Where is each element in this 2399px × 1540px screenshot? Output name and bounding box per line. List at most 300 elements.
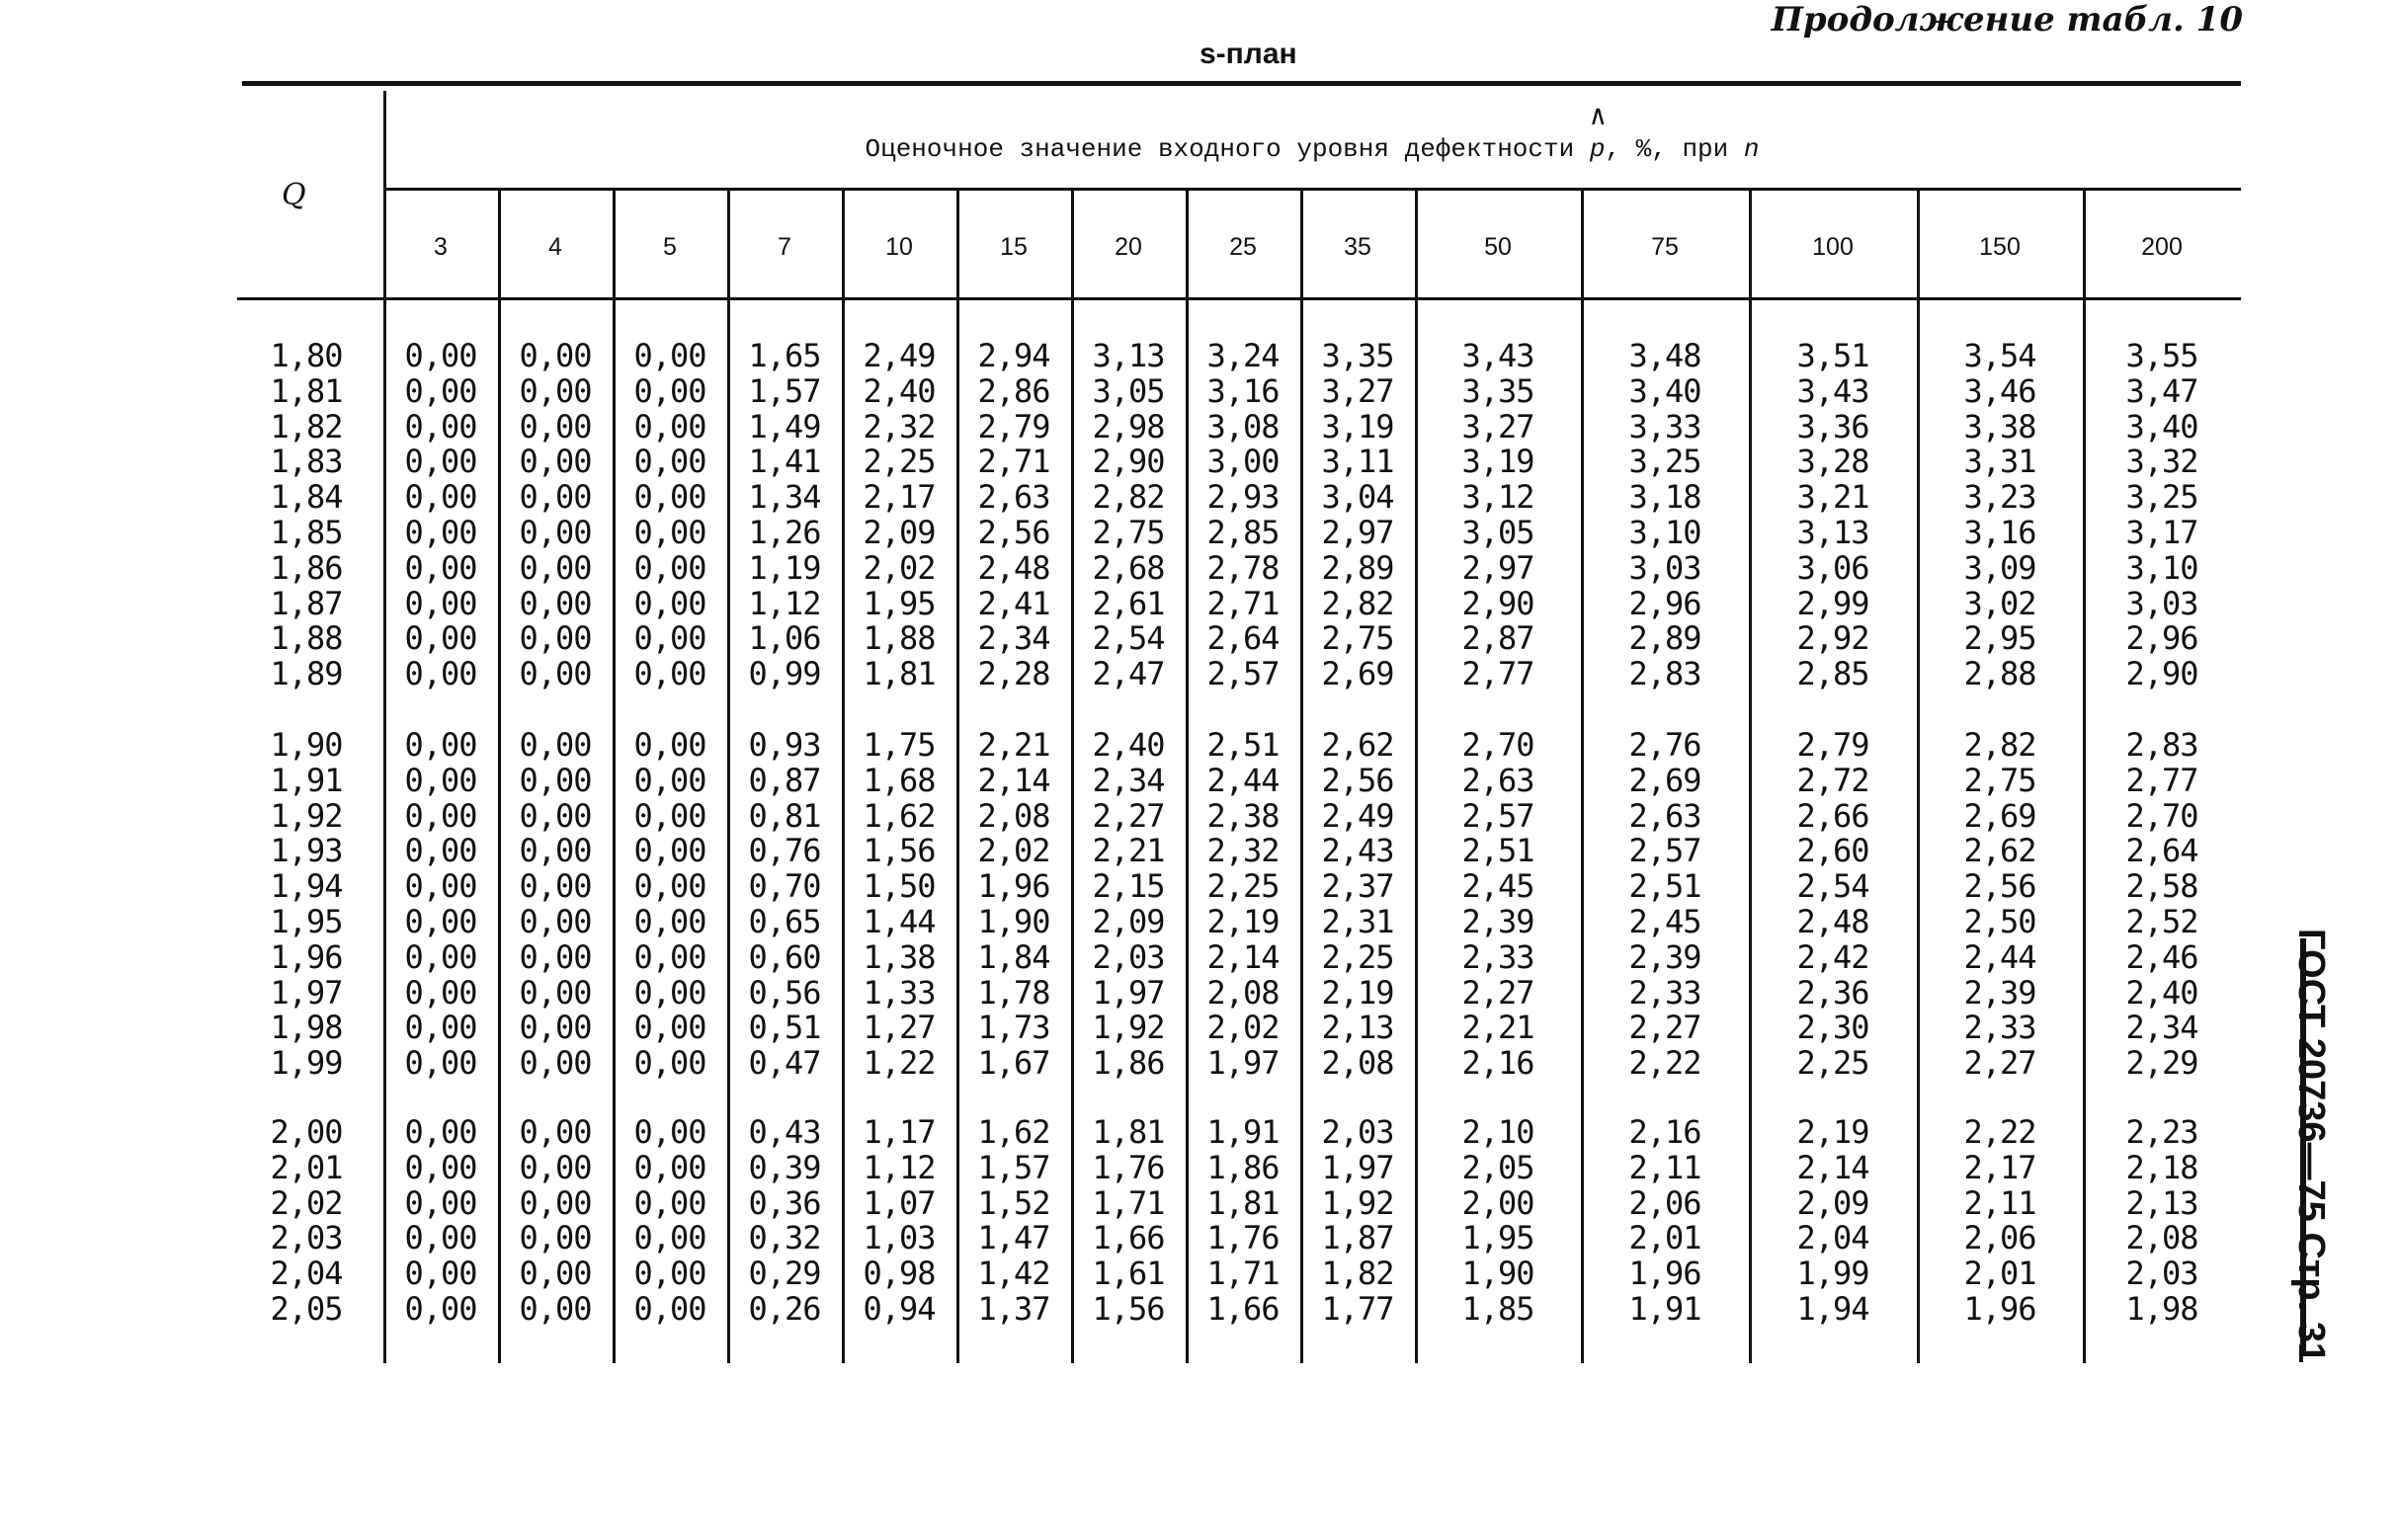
n-column-header: 3 [434, 233, 448, 261]
table-cell: 2,17 [1963, 1148, 2036, 1186]
table-cell: 1,92 [1321, 1183, 1394, 1222]
table-cell: 2,98 [1092, 407, 1165, 446]
table-cell: 2,04 [1796, 1219, 1869, 1257]
table-cell: 2,88 [1963, 655, 2036, 693]
q-value-cell: 1,99 [270, 1044, 343, 1083]
table-cell: 2,08 [1321, 1044, 1394, 1083]
q-value-cell: 1,98 [270, 1009, 343, 1047]
table-cell: 2,56 [1321, 761, 1394, 799]
table-cell: 1,47 [977, 1219, 1050, 1257]
table-cell: 0,00 [633, 973, 706, 1012]
table-cell: 0,00 [404, 478, 477, 517]
table-cell: 0,00 [519, 867, 592, 906]
table-cell: 2,60 [1796, 832, 1869, 870]
table-cell: 3,03 [1628, 548, 1701, 587]
table-cell: 3,43 [1461, 337, 1534, 374]
table-cell: 3,48 [1628, 337, 1701, 374]
table-cell: 0,00 [633, 832, 706, 870]
table-cell: 2,03 [1092, 937, 1165, 976]
table-cell: 2,06 [1628, 1183, 1701, 1222]
table-cell: 2,69 [1963, 796, 2036, 835]
table-cell: 0,00 [519, 1113, 592, 1151]
table-cell: 2,14 [1796, 1148, 1869, 1186]
table-cell: 2,62 [1321, 726, 1394, 764]
q-value-cell: 1,92 [270, 796, 343, 835]
q-value-cell: 1,95 [270, 903, 343, 940]
table-cell: 0,00 [519, 1183, 592, 1222]
q-value-cell: 2,01 [270, 1148, 343, 1186]
table-cell: 1,19 [748, 548, 821, 587]
table-cell: 1,57 [977, 1148, 1050, 1186]
table-cell: 2,44 [1206, 761, 1280, 799]
table-cell: 2,00 [1461, 1183, 1534, 1222]
n-column-header: 7 [778, 233, 791, 261]
table-cell: 0,00 [519, 1219, 592, 1257]
table-cell: 1,17 [863, 1113, 936, 1151]
table-cell: 2,15 [1092, 867, 1165, 906]
table-cell: 2,78 [1206, 548, 1280, 587]
table-cell: 0,00 [519, 1009, 592, 1047]
table-cell: 1,91 [1628, 1290, 1701, 1328]
table-cell: 2,75 [1321, 619, 1394, 658]
q-value-cell: 1,96 [270, 937, 343, 976]
table-cell: 2,70 [2125, 796, 2198, 835]
table-cell: 0,00 [633, 726, 706, 764]
table-cell: 2,40 [2125, 973, 2198, 1012]
table-cell: 1,34 [748, 478, 821, 517]
table-cell: 3,51 [1796, 337, 1869, 374]
table-cell: 3,25 [1628, 443, 1701, 481]
side-standard-label: ГОСТ 20736—75 Стр. 31 [2290, 929, 2332, 1364]
table-cell: 0,00 [404, 1148, 477, 1186]
table-cell: 1,33 [863, 973, 936, 1012]
table-cell: 1,50 [863, 867, 936, 906]
table-cell: 2,37 [1321, 867, 1394, 906]
table-cell: 0,00 [404, 973, 477, 1012]
table-cell: 0,29 [748, 1255, 821, 1293]
table-cell: 0,00 [519, 655, 592, 693]
table-cell: 2,09 [863, 514, 936, 551]
table-cell: 0,98 [863, 1255, 936, 1293]
table-cell: 2,28 [977, 655, 1050, 693]
table-cell: 0,00 [519, 514, 592, 551]
table-cell: 2,11 [1628, 1148, 1701, 1186]
table-cell: 2,58 [2125, 867, 2198, 906]
table-cell: 0,00 [404, 514, 477, 551]
table-cell: 0,00 [404, 337, 477, 374]
table-cell: 3,40 [1628, 371, 1701, 410]
q-value-cell: 1,83 [270, 443, 343, 481]
table-cell: 1,84 [977, 937, 1050, 976]
table-cell: 2,10 [1461, 1113, 1534, 1151]
table-cell: 1,26 [748, 514, 821, 551]
table-cell: 2,69 [1321, 655, 1394, 693]
table-cell: 0,00 [633, 937, 706, 976]
table-cell: 3,19 [1321, 407, 1394, 446]
table-cell: 2,13 [1321, 1009, 1394, 1047]
table-cell: 2,25 [1796, 1044, 1869, 1083]
table-cell: 2,71 [1206, 584, 1280, 622]
table-cell: 3,54 [1963, 337, 2036, 374]
table-cell: 3,21 [1796, 478, 1869, 517]
table-cell: 1,62 [863, 796, 936, 835]
table-cell: 0,00 [633, 1113, 706, 1151]
table-cell: 1,76 [1206, 1219, 1280, 1257]
table-cell: 1,73 [977, 1009, 1050, 1047]
table-cell: 0,00 [404, 937, 477, 976]
table-cell: 1,66 [1206, 1290, 1280, 1328]
table-cell: 0,00 [519, 337, 592, 374]
table-cell: 2,96 [1628, 584, 1701, 622]
table-top-rule [242, 81, 2241, 86]
table-cell: 0,00 [633, 1219, 706, 1257]
table-cell: 1,67 [977, 1044, 1050, 1083]
table-cell: 1,81 [1092, 1113, 1165, 1151]
table-cell: 1,27 [863, 1009, 936, 1047]
table-cell: 2,64 [2125, 832, 2198, 870]
table-cell: 0,00 [633, 619, 706, 658]
table-cell: 2,90 [1461, 584, 1534, 622]
table-cell: 1,56 [863, 832, 936, 870]
table-cell: 2,19 [1796, 1113, 1869, 1151]
q-value-cell: 1,91 [270, 761, 343, 799]
table-cell: 3,31 [1963, 443, 2036, 481]
table-cell: 0,00 [633, 1044, 706, 1083]
table-cell: 3,04 [1321, 478, 1394, 517]
table-cell: 1,56 [1092, 1290, 1165, 1328]
table-cell: 3,55 [2125, 337, 2198, 374]
table-cell: 2,48 [1796, 903, 1869, 940]
table-cell: 2,57 [1206, 655, 1280, 693]
table-cell: 0,00 [519, 937, 592, 976]
table-cell: 0,00 [404, 443, 477, 481]
table-cell: 0,87 [748, 761, 821, 799]
table-cell: 2,44 [1963, 937, 2036, 976]
q-value-cell: 1,85 [270, 514, 343, 551]
table-cell: 3,06 [1796, 548, 1869, 587]
table-cell: 2,82 [1321, 584, 1394, 622]
table-cell: 1,57 [748, 371, 821, 410]
table-cell: 0,00 [519, 1148, 592, 1186]
table-cell: 1,03 [863, 1219, 936, 1257]
table-cell: 1,49 [748, 407, 821, 446]
table-cell: 1,90 [977, 903, 1050, 940]
table-cell: 0,00 [633, 407, 706, 446]
table-cell: 2,71 [977, 443, 1050, 481]
table-cell: 2,90 [1092, 443, 1165, 481]
table-cell: 0,00 [404, 1044, 477, 1083]
q-value-cell: 1,97 [270, 973, 343, 1012]
table-cell: 2,92 [1796, 619, 1869, 658]
table-cell: 2,45 [1628, 903, 1701, 940]
q-value-cell: 1,82 [270, 407, 343, 446]
table-cell: 2,25 [863, 443, 936, 481]
table-cell: 2,27 [1628, 1009, 1701, 1047]
table-cell: 1,12 [863, 1148, 936, 1186]
table-cell: 0,00 [404, 903, 477, 940]
table-cell: 1,92 [1092, 1009, 1165, 1047]
table-cell: 3,38 [1963, 407, 2036, 446]
table-cell: 2,49 [1321, 796, 1394, 835]
table-cell: 2,17 [863, 478, 936, 517]
q-value-cell: 1,87 [270, 584, 343, 622]
table-cell: 1,71 [1092, 1183, 1165, 1222]
table-cell: 0,00 [519, 973, 592, 1012]
table-cell: 2,54 [1796, 867, 1869, 906]
table-cell: 0,00 [404, 867, 477, 906]
table-cell: 2,40 [1092, 726, 1165, 764]
table-cell: 3,18 [1628, 478, 1701, 517]
table-cell: 3,08 [1206, 407, 1280, 446]
table-cell: 0,76 [748, 832, 821, 870]
table-cell: 2,77 [1461, 655, 1534, 693]
table-cell: 2,18 [2125, 1148, 2198, 1186]
table-cell: 1,94 [1796, 1290, 1869, 1328]
table-cell: 3,05 [1092, 371, 1165, 410]
table-cell: 2,38 [1206, 796, 1280, 835]
table-cell: 3,00 [1206, 443, 1280, 481]
table-cell: 1,52 [977, 1183, 1050, 1222]
table-cell: 2,57 [1628, 832, 1701, 870]
q-value-cell: 1,90 [270, 726, 343, 764]
table-cell: 0,00 [404, 796, 477, 835]
n-column-header: 25 [1229, 233, 1257, 261]
table-cell: 3,13 [1796, 514, 1869, 551]
table-cell: 2,90 [2125, 655, 2198, 693]
n-column-header: 20 [1115, 233, 1142, 261]
table-cell: 0,00 [633, 655, 706, 693]
table-cell: 2,08 [1206, 973, 1280, 1012]
table-cell: 2,76 [1628, 726, 1701, 764]
table-cell: 2,93 [1206, 478, 1280, 517]
table-cell: 0,00 [519, 903, 592, 940]
table-cell: 2,27 [1092, 796, 1165, 835]
table-cell: 0,00 [404, 832, 477, 870]
spanning-header [383, 134, 2241, 164]
table-cell: 3,40 [2125, 407, 2198, 446]
q-value-cell: 2,04 [270, 1255, 343, 1293]
table-cell: 2,66 [1796, 796, 1869, 835]
table-cell: 2,85 [1796, 655, 1869, 693]
table-cell: 1,44 [863, 903, 936, 940]
table-cell: 2,47 [1092, 655, 1165, 693]
n-column-header: 50 [1484, 233, 1512, 261]
table-cell: 2,31 [1321, 903, 1394, 940]
table-cell: 2,30 [1796, 1009, 1869, 1047]
q-value-cell: 2,03 [270, 1219, 343, 1257]
table-cell: 0,00 [519, 832, 592, 870]
table-cell: 0,00 [519, 371, 592, 410]
table-cell: 3,35 [1321, 337, 1394, 374]
q-value-cell: 2,00 [270, 1113, 343, 1151]
table-cell: 2,72 [1796, 761, 1869, 799]
table-cell: 0,00 [519, 443, 592, 481]
n-column-header: 75 [1651, 233, 1679, 261]
table-cell: 0,00 [404, 1219, 477, 1257]
table-cell: 2,96 [2125, 619, 2198, 658]
table-cell: 0,00 [519, 726, 592, 764]
n-column-header: 10 [885, 233, 913, 261]
table-cell: 3,17 [2125, 514, 2198, 551]
table-cell: 2,03 [1321, 1113, 1394, 1151]
table-cell: 1,82 [1321, 1255, 1394, 1293]
table-cell: 0,00 [519, 548, 592, 587]
table-cell: 1,41 [748, 443, 821, 481]
table-cell: 2,56 [1963, 867, 2036, 906]
table-cell: 3,16 [1963, 514, 2036, 551]
table-cell: 1,42 [977, 1255, 1050, 1293]
table-cell: 2,63 [977, 478, 1050, 517]
table-cell: 1,96 [1963, 1290, 2036, 1328]
table-cell: 0,70 [748, 867, 821, 906]
table-cell: 0,00 [633, 478, 706, 517]
table-cell: 3,35 [1461, 371, 1534, 410]
table-cell: 2,39 [1963, 973, 2036, 1012]
table-cell: 3,36 [1796, 407, 1869, 446]
plan-title: s-план [1200, 38, 1297, 70]
table-cell: 3,13 [1092, 337, 1165, 374]
table-cell: 2,02 [1206, 1009, 1280, 1047]
table-cell: 0,00 [404, 1113, 477, 1151]
table-cell: 2,45 [1461, 867, 1534, 906]
table-cell: 2,22 [1628, 1044, 1701, 1083]
table-cell: 0,00 [404, 548, 477, 587]
table-cell: 1,88 [863, 619, 936, 658]
table-cell: 2,36 [1796, 973, 1869, 1012]
table-cell: 2,02 [863, 548, 936, 587]
table-cell: 1,90 [1461, 1255, 1534, 1293]
table-cell: 0,00 [633, 443, 706, 481]
table-cell: 1,66 [1092, 1219, 1165, 1257]
table-cell: 3,24 [1206, 337, 1280, 374]
table-cell: 3,10 [1628, 514, 1701, 551]
table-cell: 0,00 [633, 1183, 706, 1222]
table-cell: 1,22 [863, 1044, 936, 1083]
table-cell: 3,25 [2125, 478, 2198, 517]
table-cell: 1,38 [863, 937, 936, 976]
table-cell: 0,99 [748, 655, 821, 693]
table-cell: 3,46 [1963, 371, 2036, 410]
table-cell: 2,57 [1461, 796, 1534, 835]
table-cell: 3,32 [2125, 443, 2198, 481]
table-cell: 2,54 [1092, 619, 1165, 658]
table-cell: 0,00 [404, 726, 477, 764]
table-cell: 2,85 [1206, 514, 1280, 551]
table-cell: 1,85 [1461, 1290, 1534, 1328]
table-cell: 2,08 [977, 796, 1050, 835]
table-cell: 0,51 [748, 1009, 821, 1047]
table-cell: 2,77 [2125, 761, 2198, 799]
table-cell: 1,96 [977, 867, 1050, 906]
header-bottom-rule [237, 297, 2241, 300]
table-cell: 2,09 [1092, 903, 1165, 940]
table-cell: 3,16 [1206, 371, 1280, 410]
table-cell: 0,47 [748, 1044, 821, 1083]
table-cell: 0,00 [404, 761, 477, 799]
table-cell: 2,14 [977, 761, 1050, 799]
q-value-cell: 1,80 [270, 337, 343, 374]
table-cell: 3,28 [1796, 443, 1869, 481]
table-cell: 0,81 [748, 796, 821, 835]
q-value-cell: 1,88 [270, 619, 343, 658]
table-cell: 2,83 [1628, 655, 1701, 693]
table-cell: 3,47 [2125, 371, 2198, 410]
table-cell: 3,09 [1963, 548, 2036, 587]
table-cell: 0,00 [633, 903, 706, 940]
table-cell: 2,19 [1321, 973, 1394, 1012]
table-cell: 2,82 [1963, 726, 2036, 764]
table-cell: 1,98 [2125, 1290, 2198, 1328]
table-cell: 2,01 [1963, 1255, 2036, 1293]
table-cell: 2,33 [1963, 1009, 2036, 1047]
table-cell: 2,83 [2125, 726, 2198, 764]
table-cell: 1,97 [1092, 973, 1165, 1012]
table-cell: 1,62 [977, 1113, 1050, 1151]
table-cell: 0,65 [748, 903, 821, 940]
table-cell: 1,95 [1461, 1219, 1534, 1257]
table-cell: 2,34 [2125, 1009, 2198, 1047]
table-cell: 2,14 [1206, 937, 1280, 976]
table-cell: 1,81 [863, 655, 936, 693]
table-cell: 0,93 [748, 726, 821, 764]
table-cell: 0,00 [519, 796, 592, 835]
table-cell: 0,00 [519, 761, 592, 799]
table-cell: 1,12 [748, 584, 821, 622]
table-cell: 2,64 [1206, 619, 1280, 658]
table-cell: 0,00 [633, 867, 706, 906]
table-cell: 0,00 [519, 478, 592, 517]
table-cell: 2,89 [1321, 548, 1394, 587]
table-cell: 2,62 [1963, 832, 2036, 870]
table-cell: 2,86 [977, 371, 1050, 410]
table-cell: 0,26 [748, 1290, 821, 1328]
n-column-header: 15 [1000, 233, 1028, 261]
table-cell: 0,32 [748, 1219, 821, 1257]
table-cell: 3,05 [1461, 514, 1534, 551]
table-cell: 0,00 [519, 584, 592, 622]
q-value-cell: 1,84 [270, 478, 343, 517]
table-cell: 0,00 [633, 548, 706, 587]
table-cell: 1,97 [1206, 1044, 1280, 1083]
table-cell: 2,25 [1321, 937, 1394, 976]
table-cell: 1,86 [1206, 1148, 1280, 1186]
table-cell: 1,96 [1628, 1255, 1701, 1293]
q-column-header: Q [282, 178, 306, 212]
table-cell: 2,13 [2125, 1183, 2198, 1222]
table-cell: 2,94 [977, 337, 1050, 374]
table-cell: 2,21 [1092, 832, 1165, 870]
table-cell: 1,87 [1321, 1219, 1394, 1257]
table-cell: 0,00 [519, 619, 592, 658]
table-cell: 2,70 [1461, 726, 1534, 764]
table-cell: 2,56 [977, 514, 1050, 551]
n-column-header: 200 [2141, 233, 2183, 261]
q-value-cell: 2,02 [270, 1183, 343, 1222]
table-cell: 1,68 [863, 761, 936, 799]
table-cell: 1,77 [1321, 1290, 1394, 1328]
table-cell: 2,33 [1461, 937, 1534, 976]
table-cell: 2,79 [1796, 726, 1869, 764]
table-cell: 1,61 [1092, 1255, 1165, 1293]
table-cell: 1,97 [1321, 1148, 1394, 1186]
table-cell: 3,10 [2125, 548, 2198, 587]
table-cell: 2,75 [1092, 514, 1165, 551]
table-cell: 3,12 [1461, 478, 1534, 517]
n-column-header: 100 [1812, 233, 1854, 261]
q-value-cell: 2,05 [270, 1290, 343, 1328]
table-cell: 0,00 [519, 407, 592, 446]
table-cell: 0,00 [404, 619, 477, 658]
